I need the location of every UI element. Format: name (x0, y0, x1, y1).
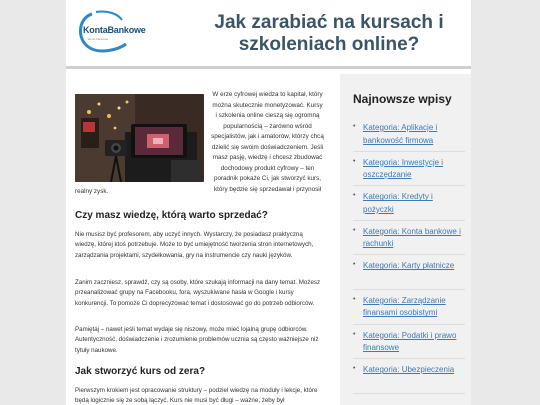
bullet-icon: • (353, 365, 356, 373)
sidebar-link[interactable]: Kategoria: Karty płatnicze (363, 261, 455, 271)
sidebar-link[interactable]: Kategoria: Podatki i prawo finansowe (363, 330, 457, 353)
bullet-icon: • (353, 192, 356, 200)
sidebar-link[interactable]: Kategoria: Konta bankowe i rachunki (363, 226, 461, 249)
bullet-icon: • (353, 261, 356, 269)
sidebar-link[interactable]: Kategoria: Aplikacje i bankowość firmowa (363, 123, 438, 145)
list-item (353, 157, 465, 187)
site-logo[interactable] (74, 10, 146, 54)
paragraph-4: Pierwszym krokiem jest opracowanie struktury – podziel wiedzę na moduły i lekcje, które będą logicznie się ze sobą łączyć. Kurs nie musi być długi – ważne, żeby był (75, 387, 318, 405)
list-item (353, 226, 465, 256)
bullet-icon: • (353, 330, 356, 338)
sidebar-link[interactable]: Kategoria: Inwestycje i oszczędzanie (363, 157, 444, 180)
bullet-icon: • (353, 123, 356, 130)
sidebar-link[interactable]: Kategoria: Ubezpieczenia (363, 365, 455, 375)
bullet-icon: • (353, 226, 356, 234)
paragraph-3: Pamiętaj – nawet jeśli temat wydaje się niszowy, może mieć lojalną grupę odbiorców. Autentyczność, doświadczenie i zrozumienie problemów ucznia są często ważniejsze niż tytuły naukowe. (75, 326, 319, 354)
list-item (353, 295, 465, 325)
header-divider (66, 66, 471, 69)
page (66, 0, 471, 405)
sidebar-link[interactable]: Kategoria: Zarządzanie finansami osobistymi (363, 295, 446, 318)
list-item (353, 191, 465, 221)
list-item (353, 122, 465, 152)
section-heading-1: Czy masz wiedzę, którą warto sprzedać? (75, 210, 268, 221)
page-title: Jak zarabiać na kursach i szkoleniach online? (214, 12, 444, 55)
sidebar-title: Najnowsze wpisy (353, 92, 452, 106)
article-hero-image (75, 94, 204, 182)
logo-subtext: konto bankowe (88, 37, 109, 41)
list-item (353, 330, 465, 360)
article-intro-tail: realny zysk. (75, 188, 109, 195)
recent-posts-list (353, 122, 465, 399)
paragraph-1: Nie musisz być profesorem, aby uczyć innych. Wystarczy, że posiadasz praktyczną wiedzę, której ktoś potrzebuje. Może to być umiejętność tworzenia stron internetowych, zarządzania projektami, szydełkowania, gry na instrumencie czy nauki języków. (75, 231, 314, 259)
list-item (353, 260, 465, 290)
list-item (353, 364, 465, 394)
sidebar (340, 74, 471, 405)
bullet-icon: • (353, 295, 356, 303)
site-header (66, 0, 471, 66)
paragraph-2: Zanim zaczniesz, sprawdź, czy są osoby, które szukają informacji na dany temat. Możesz przeanalizować grupy na Facebooku, fora, wyszukiwane hasła w Google i kursy konkurencji. To pomoże Ci doprecyzować temat i dostosować go do potrzeb odbiorców. (75, 279, 321, 307)
logo-text: KontaBankowe (83, 25, 146, 35)
bullet-icon: • (353, 157, 356, 165)
sidebar-link[interactable]: Kategoria: Kredyty i pożyczki (363, 192, 433, 214)
section-heading-2: Jak stworzyć kurs od zera? (75, 366, 206, 377)
article-content (66, 74, 330, 405)
article-intro: W erze cyfrowej wiedza to kapitał, który można skutecznie monetyzować. Kursy i szkolenia online cieszą się ogromną popularnością – zarówno wśród specjalistów, jak i amatorów, którzy chcą dzielić się swoim doświadczeniem. Jeśli masz pasję, wiedzę i chcesz zbudować dochodowy produkt cyfrowy – ten poradnik pokaże Ci, jak stworzyć kurs, który będzie się sprzedawał i przynosił (211, 91, 324, 193)
